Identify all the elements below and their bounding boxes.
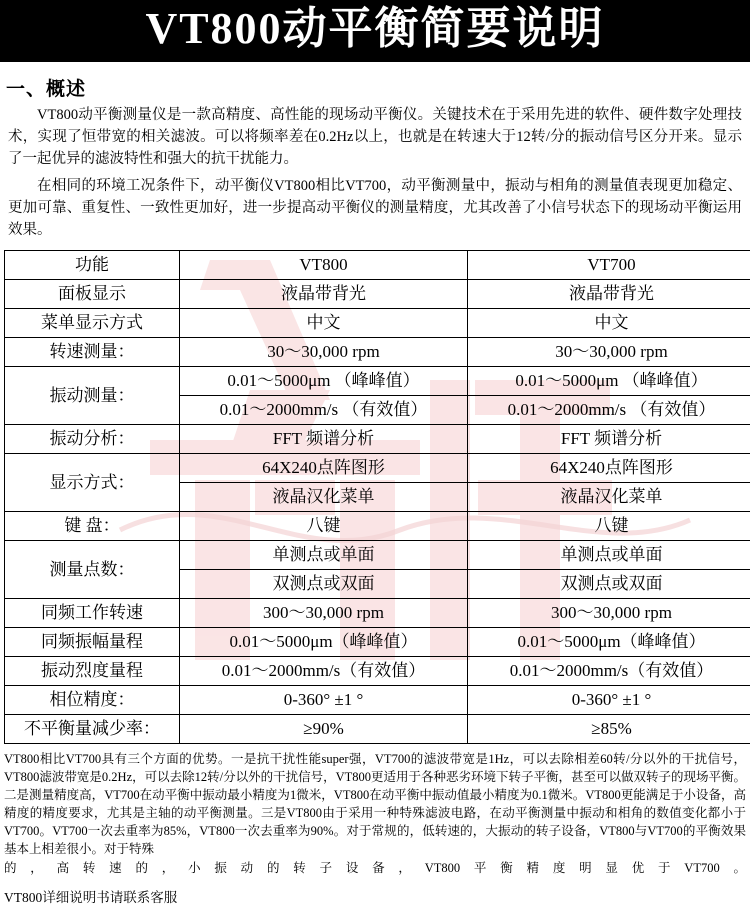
- row-vt700: 0.01～5000μm（峰峰值）: [468, 627, 750, 656]
- table-row: [5, 308, 750, 337]
- row-vt700: 液晶带背光: [468, 279, 750, 308]
- row-vt800: 0.01～5000μm（峰峰值）: [180, 627, 468, 656]
- row-vt700: 液晶汉化菜单: [468, 482, 750, 511]
- row-vt700: 64X240点阵图形: [468, 453, 750, 482]
- paragraph-2: 在相同的环境工况条件下，动平衡仪VT800相比VT700，动平衡测量中，振动与相角的测量值表现更加稳定、更加可靠、重复性、一致性更加好，进一步提高动平衡仪的测量精度，尤其改善了小信号状态下的现场动平衡运用效果。: [8, 176, 742, 241]
- table-row: [5, 511, 750, 540]
- row-vt700: 0.01～2000mm/s（有效值）: [468, 656, 750, 685]
- table-row: [5, 366, 750, 395]
- row-vt800: 中文: [180, 308, 468, 337]
- row-vt800: 30～30,000 rpm: [180, 337, 468, 366]
- row-label: 菜单显示方式: [5, 308, 180, 337]
- row-label: 振动测量：: [5, 366, 180, 424]
- row-vt700: 中文: [468, 308, 750, 337]
- table-row: [5, 714, 750, 743]
- row-vt700: FFT 频谱分析: [468, 424, 750, 453]
- row-vt800: 0.01～2000mm/s（有效值）: [180, 656, 468, 685]
- row-vt700: 0.01～5000μm （峰峰值）: [468, 366, 750, 395]
- table-row: [5, 424, 750, 453]
- row-vt700: 单测点或单面: [468, 540, 750, 569]
- row-vt800: ≥90%: [180, 714, 468, 743]
- row-vt700: 300～30,000 rpm: [468, 598, 750, 627]
- row-label: 振动分析：: [5, 424, 180, 453]
- section-heading: 一、概述: [6, 74, 750, 101]
- advantage-note: [4, 750, 746, 878]
- page-title: VT800动平衡简要说明: [0, 0, 750, 62]
- row-vt800: 液晶带背光: [180, 279, 468, 308]
- row-vt800: 300～30,000 rpm: [180, 598, 468, 627]
- row-vt700: 双测点或双面: [468, 569, 750, 598]
- row-label: 显示方式：: [5, 453, 180, 511]
- table-row: [5, 656, 750, 685]
- row-vt800: 八键: [180, 511, 468, 540]
- table-row: [5, 685, 750, 714]
- row-vt700: 0-360° ±1 °: [468, 685, 750, 714]
- row-label: 面板显示: [5, 279, 180, 308]
- row-vt800: 0.01～5000μm （峰峰值）: [180, 366, 468, 395]
- row-vt800: 0.01～2000mm/s （有效值）: [180, 395, 468, 424]
- row-vt800: 64X240点阵图形: [180, 453, 468, 482]
- table-row: [5, 337, 750, 366]
- row-label: 转速测量：: [5, 337, 180, 366]
- table-row: [5, 627, 750, 656]
- row-vt800: 双测点或双面: [180, 569, 468, 598]
- row-vt700: 30～30,000 rpm: [468, 337, 750, 366]
- row-vt800: FFT 频谱分析: [180, 424, 468, 453]
- spec-table-wrap: [4, 250, 746, 744]
- row-vt800: 0-360° ±1 °: [180, 685, 468, 714]
- row-vt800: 液晶汉化菜单: [180, 482, 468, 511]
- table-header-function: 功能: [5, 250, 180, 279]
- row-label: 键 盘：: [5, 511, 180, 540]
- table-row: [5, 279, 750, 308]
- table-row: [5, 453, 750, 482]
- note-line-2: 的，高转速的，小振动的转子设备，VT800平衡精度明显优于VT700。: [4, 859, 746, 877]
- row-vt700: 八键: [468, 511, 750, 540]
- table-header-vt700: VT700: [468, 250, 750, 279]
- row-label: 同频振幅量程: [5, 627, 180, 656]
- row-vt800: 单测点或单面: [180, 540, 468, 569]
- row-vt700: ≥85%: [468, 714, 750, 743]
- spec-table: [4, 250, 750, 744]
- table-header-vt800: VT800: [180, 250, 468, 279]
- row-label: 相位精度：: [5, 685, 180, 714]
- table-row: [5, 598, 750, 627]
- table-row: [5, 540, 750, 569]
- row-vt700: 0.01～2000mm/s （有效值）: [468, 395, 750, 424]
- row-label: 同频工作转速: [5, 598, 180, 627]
- paragraph-1: VT800动平衡测量仪是一款高精度、高性能的现场动平衡仪。关键技术在于采用先进的软件、硬件数字处理技术，实现了恒带宽的相关滤波。可以将频率差在0.2Hz以上，也就是在转速大于12转/分的振动信号区分开来。显示了一起优异的滤波特性和强大的抗干扰能力。: [8, 105, 742, 170]
- row-label: 振动烈度量程: [5, 656, 180, 685]
- table-header-row: [5, 250, 750, 279]
- row-label: 不平衡量减少率：: [5, 714, 180, 743]
- row-label: 测量点数：: [5, 540, 180, 598]
- note-line-1: VT800相比VT700具有三个方面的优势。一是抗干扰性能super强，VT700的滤波带宽是1Hz，可以去除相差60转/分以外的干扰信号，VT800滤波带宽是0.2Hz，可以去除12转/分以外的干扰信号，VT800更适用于各种恶劣环境下转子平衡，甚至可以做双转子的现场平衡。二是测量精度高，VT700在动平衡中振动最小精度为1微米，VT800在动平衡中振动值最小精度为0.1微米。VT800更能满足于小设备，高精度的精度要求，尤其是主轴的动平衡测量。三是VT800由于采用一种特殊滤波电路，在动平衡测量中振动和相角的数值变化都小于VT700。VT700一次去重率为85%，VT800一次去重率为90%。对于常规的，低转速的，大振动的转子设备，VT800与VT700的平衡效果基本上相差很小。对于特殊: [4, 750, 746, 859]
- footer-note: VT800详细说明书请联系客服: [4, 886, 750, 906]
